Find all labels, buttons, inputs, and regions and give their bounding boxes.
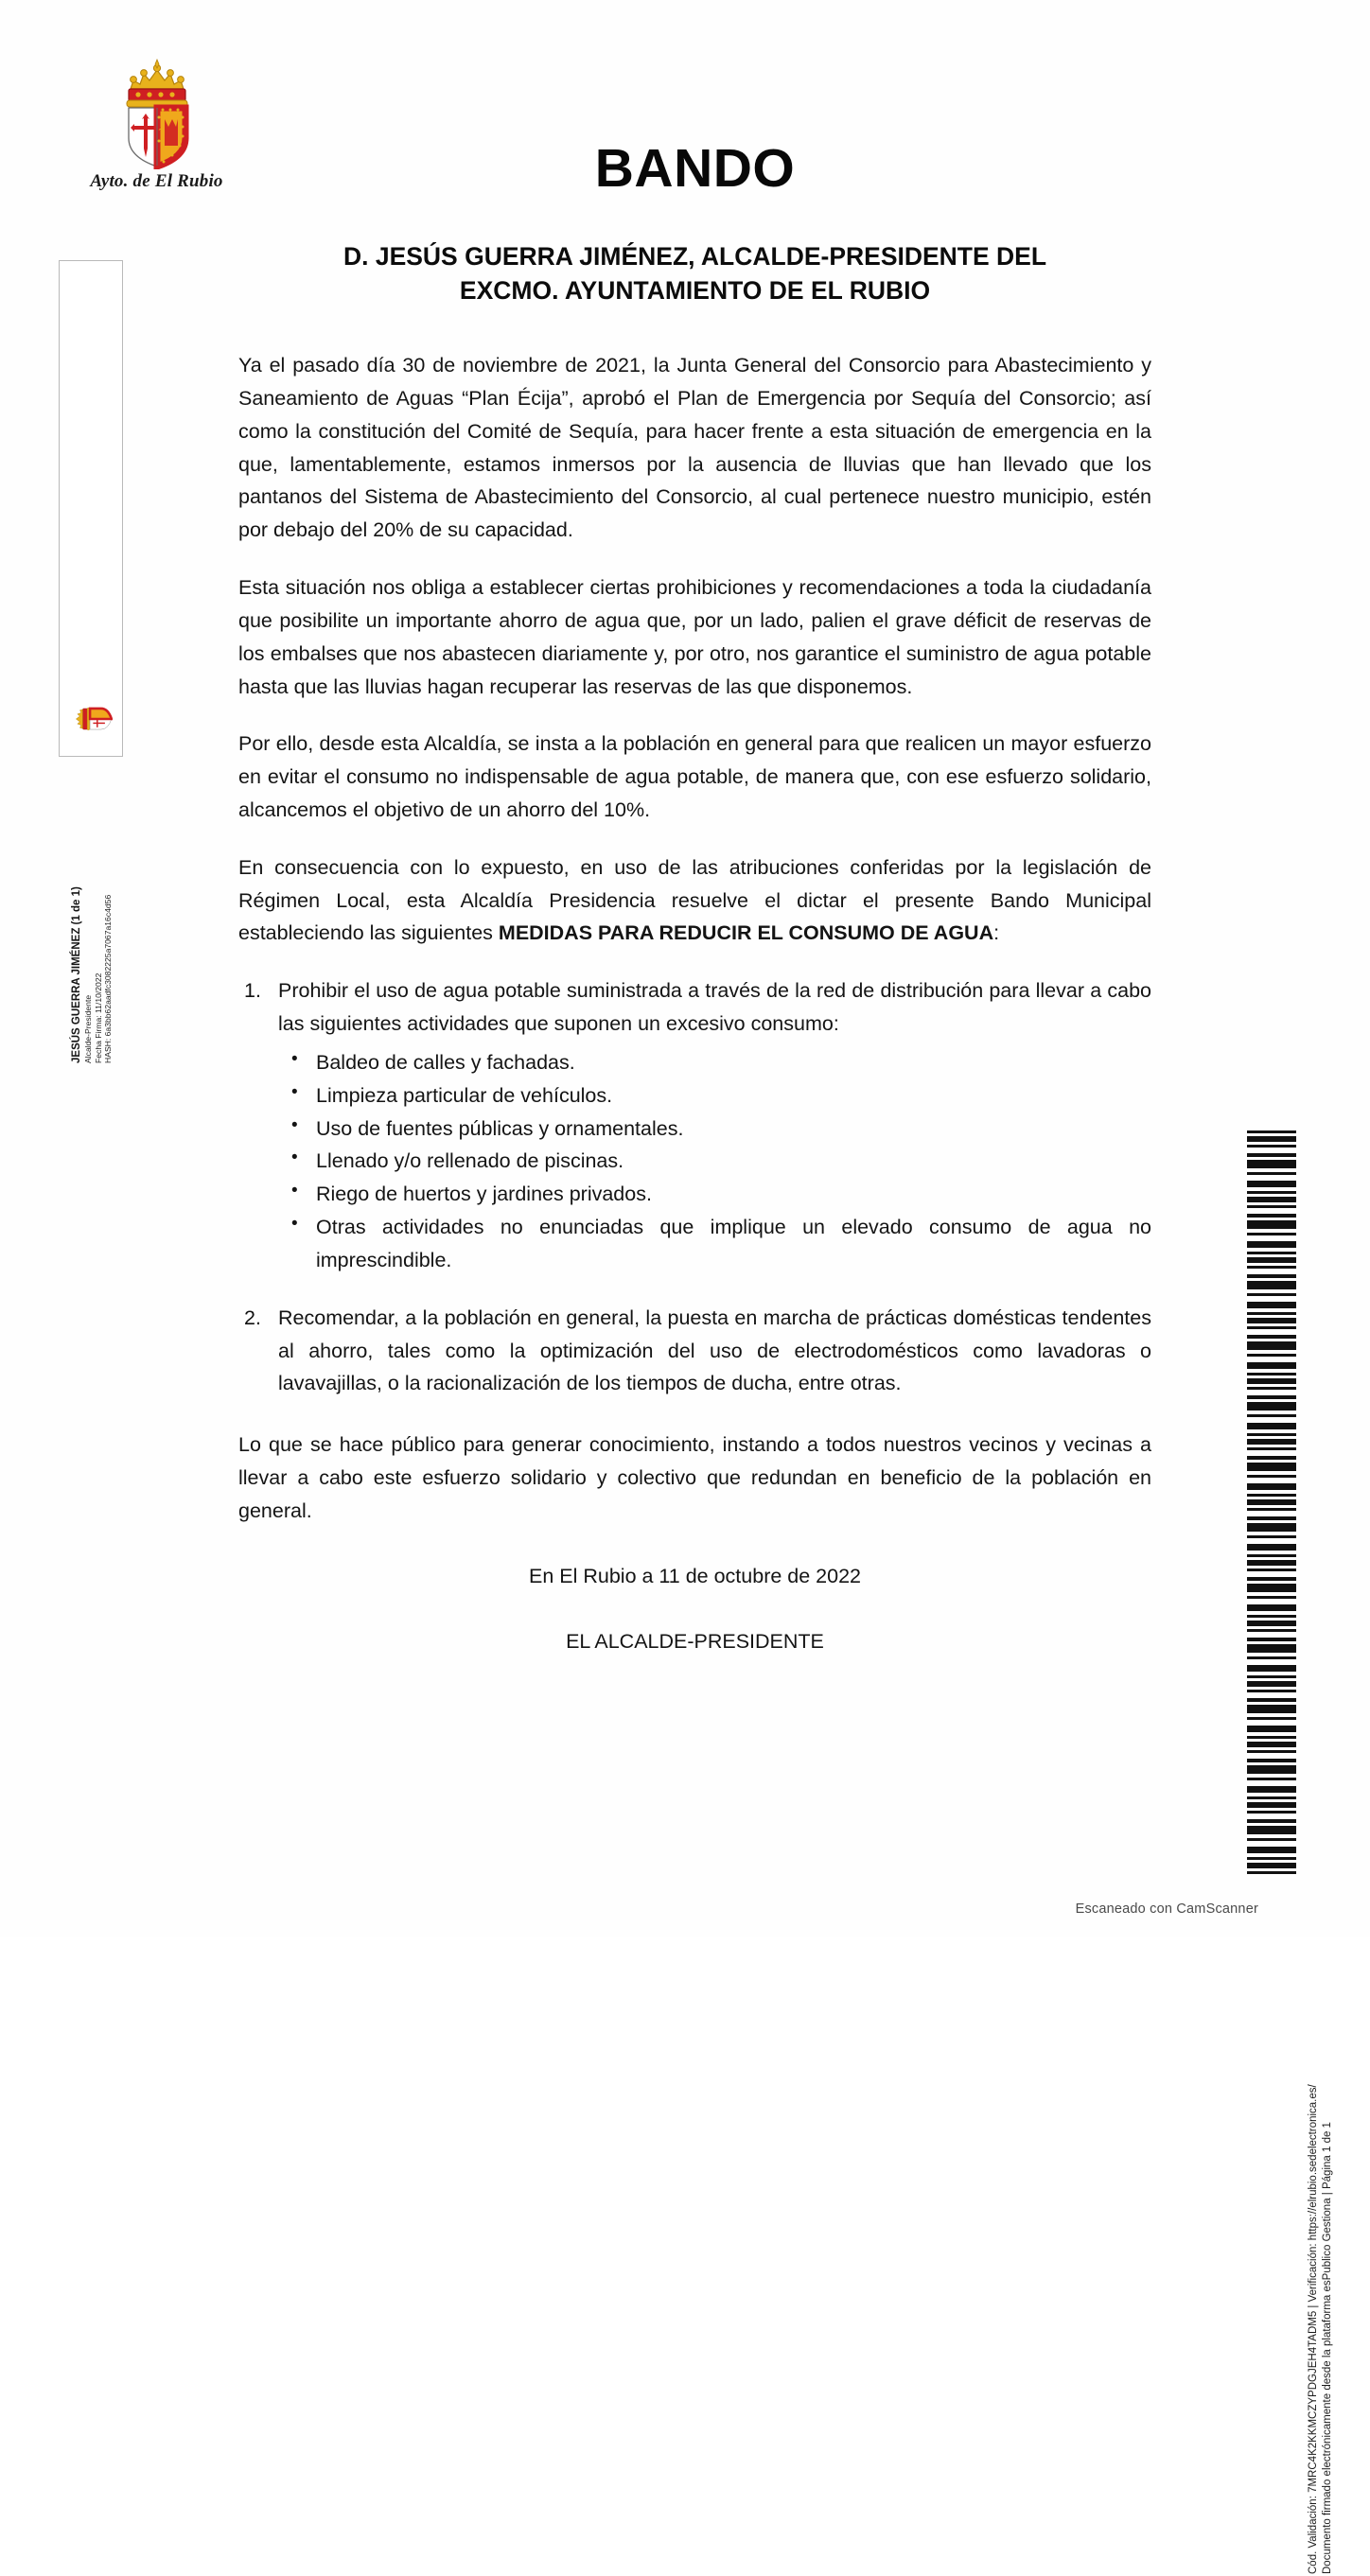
verification-code-line: Cód. Validación: 7MRC4K2KKMCZYPDGJEH4TADM5 | Verificación: https://elrubio.sedelectronica.es/: [1308, 2084, 1320, 2574]
measures-emphasis: MEDIDAS PARA REDUCIR EL CONSUMO DE AGUA: [498, 921, 994, 945]
signature-date: Fecha Firma: 11/10/2022: [93, 973, 103, 1063]
heading-line-2: EXCMO. AYUNTAMIENTO DE EL RUBIO: [459, 276, 931, 306]
measure-text-2: Recomendar, a la población en general, la puesta en marcha de prácticas domésticas tendentes al ahorro, tales como la optimización del uso de electrodomésticos como lavadoras o lavavajillas, o la racionalización de los tiempos de ducha, entre otras.: [278, 1306, 1151, 1395]
list-item: • Baldeo de calles y fachadas.: [278, 1046, 1151, 1079]
scanner-watermark: Escaneado con CamScanner: [1075, 1901, 1258, 1917]
verification-text-rotated: [1296, 1829, 1345, 2576]
signature-signer-role: Alcalde-Presidente: [83, 994, 94, 1063]
list-item: • Limpieza particular de vehículos.: [278, 1079, 1151, 1113]
coat-of-arms-icon: [106, 51, 208, 169]
crest-block: [55, 51, 258, 192]
signature-text-rotated: [60, 570, 124, 1067]
measure-item-2: [238, 1302, 1151, 1400]
coat-of-arms-small-icon: [69, 700, 113, 738]
paragraph-4-post: :: [993, 921, 1000, 945]
paragraph-3: Por ello, desde esta Alcaldía, se insta a la población en general para que realicen un mayor esfuerzo en evitar el consumo no indispensable de agua potable, de manera que, con ese esfuerzo solidario, alcancemos el objetivo de un ahorro del 10%.: [238, 732, 1151, 821]
crest-caption: Ayto. de El Rubio: [90, 171, 223, 191]
prohibited-activities-list: [278, 1046, 1151, 1277]
signature-signer-name: JESÚS GUERRA JIMÉNEZ (1 de 1): [71, 886, 83, 1063]
list-item: • Uso de fuentes públicas y ornamentales.: [278, 1113, 1151, 1146]
barcode-icon: [1247, 1130, 1296, 1878]
measure-number-2: 2.: [244, 1306, 261, 1329]
verification-text: [1296, 1130, 1345, 2574]
verification-strip: [1247, 1130, 1349, 2574]
page-title: BANDO: [594, 138, 796, 199]
measure-number-1: 1.: [244, 979, 261, 1003]
paragraph-2: Esta situación nos obliga a establecer ciertas prohibiciones y recomendaciones a toda la ciudadanía que posibilite un importante ahorro de agua que, por un lado, palien el grave déficit de reservas de los embalses que nos abastecen diariamente y, por otro, nos garantice el suministro de agua potable hasta que las lluvias hagan recuperar las reservas de las que disponemos.: [238, 576, 1151, 698]
signoff-block: [238, 1560, 1151, 1658]
paragraph-4: [238, 851, 1151, 950]
paragraph-4-pre: En consecuencia con lo expuesto, en uso de las atribuciones conferidas por la legislación de Régimen Local, esta Alcaldía Presidencia resuelve el dictar el presente Bando Municipal estableciendo las siguientes: [238, 855, 1151, 945]
electronic-signature-sidebar: [59, 260, 123, 1063]
list-item: • Llenado y/o rellenado de piscinas.: [278, 1145, 1151, 1178]
verification-platform-line: Documento firmado electrónicamente desde la plataforma esPublico Gestiona | Página 1 de 1: [1322, 2122, 1333, 2574]
document-body: [238, 138, 1151, 1657]
heading-line-1: D. JESÚS GUERRA JIMÉNEZ, ALCALDE-PRESIDENTE DEL: [342, 242, 1047, 271]
signature-role-label: EL ALCALDE-PRESIDENTE: [566, 1629, 824, 1653]
paragraph-1: Ya el pasado día 30 de noviembre de 2021, la Junta General del Consorcio para Abastecimiento y Saneamiento de Aguas “Plan Écija”, aprobó el Plan de Emergencia por Sequía del Consorcio; así como la constitución del Comité de Sequía, para hacer frente a esta situación de emergencia en la que, lamentablemente, estamos inmersos por la ausencia de lluvias que han llevado que los pantanos del Sistema de Abastecimiento del Consorcio, al cual pertenece nuestro municipio, estén por debajo del 20% de su capacidad.: [238, 354, 1151, 542]
closing-paragraph: Lo que se hace público para generar conocimiento, instando a todos nuestros vecinos y vecinas a llevar a cabo este esfuerzo solidario y colectivo que redundan en beneficio de la población en general.: [238, 1433, 1151, 1522]
document-heading: [238, 239, 1151, 307]
measures-list: [238, 974, 1151, 1400]
place-and-date: En El Rubio a 11 de octubre de 2022: [528, 1564, 862, 1587]
list-item: • Otras actividades no enunciadas que implique un elevado consumo de agua no imprescindible.: [278, 1211, 1151, 1277]
list-item: • Riego de huertos y jardines privados.: [278, 1178, 1151, 1211]
signature-hash: HASH: 6a3bb62aadfc3082225a7067a16c4d56: [103, 894, 114, 1063]
measure-item-1: [238, 974, 1151, 1276]
measure-text-1: Prohibir el uso de agua potable suministrada a través de la red de distribución para llevar a cabo las siguientes actividades que suponen un excesivo consumo:: [278, 979, 1151, 1036]
